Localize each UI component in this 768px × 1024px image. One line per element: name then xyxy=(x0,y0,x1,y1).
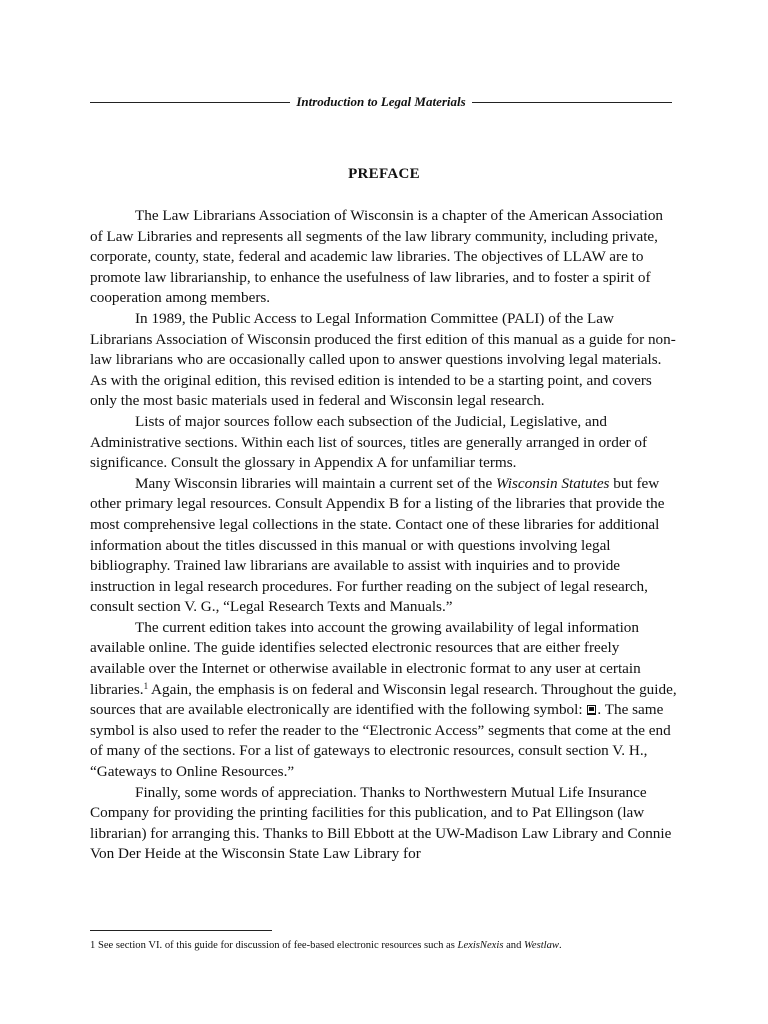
header-rule-right xyxy=(472,102,672,103)
footnote-text-a: 1 See section VI. of this guide for discussion of fee-based electronic resources such as xyxy=(90,940,458,951)
paragraph-3: Lists of major sources follow each subsection of the Judicial, Legislative, and Administrative sections. Within each list of sources, titles are generally arranged in order of significance. Consult the glossary in Appendix A for unfamiliar terms. xyxy=(90,412,648,472)
paragraph-5-text-a: The current edition takes into account the growing availability of legal information available online. The guide identifies selected electronic resources that are either freely available over the Internet or otherwise available in electronic format to any user at certain libraries. xyxy=(90,618,641,698)
footnote xyxy=(90,939,690,952)
running-header xyxy=(90,92,672,112)
paragraph-4-text-a: Many Wisconsin libraries will maintain a current set of the xyxy=(135,474,496,492)
preface-body xyxy=(90,206,677,865)
footnote-rule xyxy=(90,930,272,931)
footnote-text-b: and xyxy=(503,940,525,951)
footnote-text-c: . xyxy=(558,940,562,951)
footnote-westlaw: Westlaw xyxy=(524,940,559,951)
statutes-title: Wisconsin Statutes xyxy=(495,474,610,492)
paragraph-5 xyxy=(90,618,677,783)
page-heading: PREFACE xyxy=(348,166,420,182)
paragraph-2: In 1989, the Public Access to Legal Information Committee (PALI) of the Law Librarians Association of Wisconsin produced the first edition of this manual as a guide for non-law librarians who are occasionally called upon to answer questions involving legal materials. As with the original edition, this revised edition is intended to be a starting point, and covers only the most basic materials used in federal and Wisconsin legal research. xyxy=(90,309,676,410)
header-rule-left xyxy=(90,102,290,103)
paragraph-6: Finally, some words of appreciation. Thanks to Northwestern Mutual Life Insurance Company for providing the printing facilities for this publication, and to Pat Ellingson (law librarian) for arranging this. Thanks to Bill Ebbott at the UW-Madison Law Library and Connie Von Der Heide at the Wisconsin State Law Library for xyxy=(90,783,672,863)
computer-icon xyxy=(587,705,596,715)
paragraph-4-text-b: but few other primary legal resources. Consult Appendix B for a listing of the libraries that provide the most comprehensive legal collections in the state. Contact one of these libraries for additional information about the titles discussed in this manual or with questions involving legal bibliography. Trained law librarians are available to assist with inquiries and to provide instruction in legal research procedures. For further reading on the subject of legal research, consult section V. G., “Legal Research Texts and Manuals.” xyxy=(90,474,665,616)
paragraph-5-text-b: Again, the emphasis is on federal and Wisconsin legal research. Throughout the guide, sources that are available electronically are identified with the following symbol: xyxy=(90,680,677,719)
paragraph-1: The Law Librarians Association of Wisconsin is a chapter of the American Association of Law Libraries and represents all segments of the law library community, including private, corporate, county, state, federal and academic law libraries. The objectives of LLAW are to promote law librarianship, to enhance the usefulness of law libraries, and to foster a spirit of cooperation among members. xyxy=(90,207,664,307)
footnote-lexisnexis: LexisNexis xyxy=(457,940,504,951)
paragraph-4 xyxy=(90,474,677,618)
footnote-marker: 1 xyxy=(143,680,149,691)
header-title: Introduction to Legal Materials xyxy=(296,94,466,109)
paragraph-5-text-c: . The same symbol is also used to refer the reader to the “Electronic Access” segments that come at the end of many of the sections. For a list of gateways to electronic resources, consult section V. H., “Gateways to Online Resources.” xyxy=(90,701,671,781)
